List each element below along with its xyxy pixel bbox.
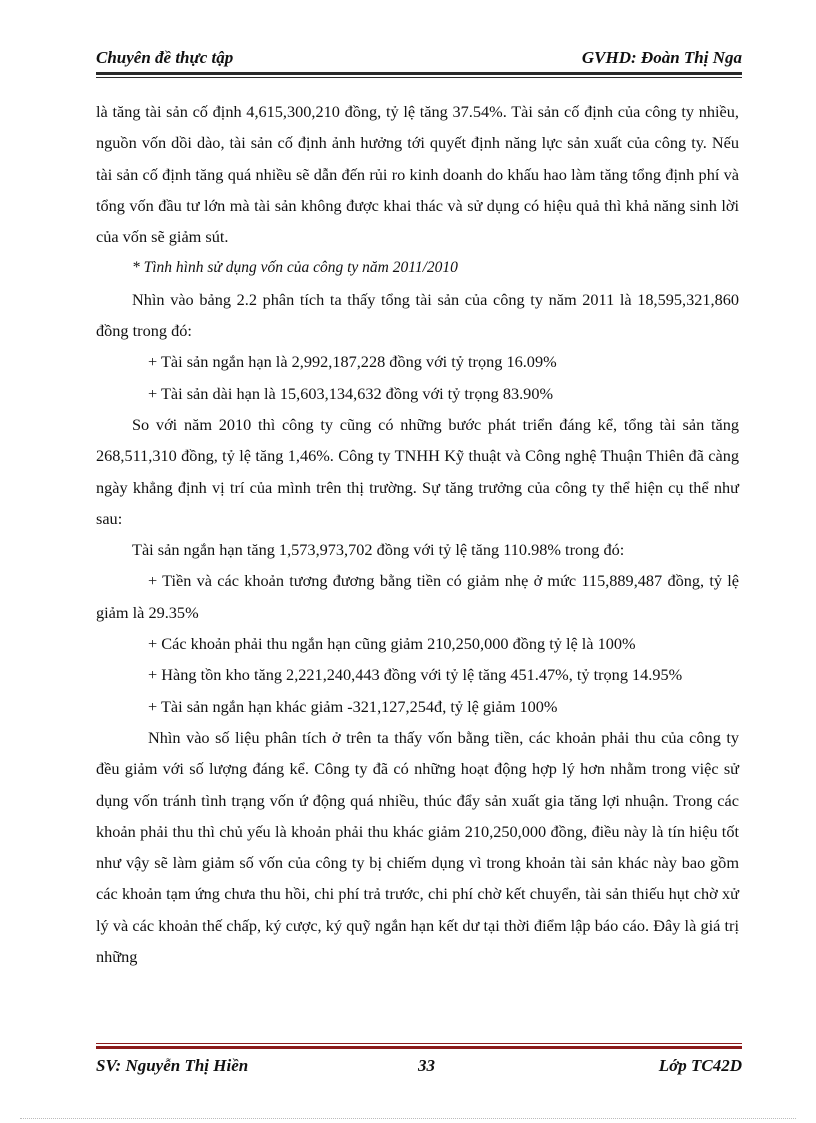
list-item: + Hàng tồn kho tăng 2,221,240,443 đồng với tỷ lệ tăng 451.47%, tỷ trọng 14.95% xyxy=(148,665,683,685)
header-rule-thin xyxy=(96,77,742,78)
list-item: + Tài sản ngắn hạn khác giảm -321,127,254đ, tỷ lệ giảm 100% xyxy=(148,696,558,716)
list-item: + Tài sản dài hạn là 15,603,134,632 đồng với tỷ trọng 83.90% xyxy=(148,383,554,403)
paragraph: là tăng tài sản cố định 4,615,300,210 đồng, tỷ lệ tăng 37.54%. Tài sản cố định của công ty nhiều, nguồn vốn dồi dào, tài sản cố định ảnh hưởng tới quyết định năng lực sản xuất của công ty. Nếu tài sản cố định tăng quá nhiều sẽ dẫn đến rủi ro kinh doanh do khấu hao làm tăng tổng định phí và tổng vốn đầu tư lớn mà tài sản không được khai thác và sử dụng có hiệu quả thì khả năng sinh lời của vốn sẽ giảm sút. xyxy=(96,102,739,247)
header-title: Chuyên đề thực tập xyxy=(96,48,234,67)
footer-rule-thin xyxy=(96,1043,742,1044)
footer-student: SV: Nguyễn Thị Hiền xyxy=(96,1056,249,1075)
list-item: + Các khoản phải thu ngắn hạn cũng giảm 210,250,000 đồng tỷ lệ là 100% xyxy=(148,634,636,654)
footer-rule-thick xyxy=(96,1046,742,1049)
paragraph: Nhìn vào bảng 2.2 phân tích ta thấy tổng tài sản của công ty năm 2011 là 18,595,321,860 đồng trong đó: xyxy=(96,289,739,341)
paragraph: Tài sản ngắn hạn tăng 1,573,973,702 đồng với tỷ lệ tăng 110.98% trong đó: xyxy=(132,540,625,560)
section-heading: * Tình hình sử dụng vốn của công ty năm 2011/2010 xyxy=(132,259,458,277)
page-footer xyxy=(96,1056,742,1076)
page-header xyxy=(96,48,742,68)
paragraph: So với năm 2010 thì công ty cũng có những bước phát triển đáng kể, tổng tài sản tăng 268,511,310 đồng, tỷ lệ tăng 1,46%. Công ty TNHH Kỹ thuật và Công nghệ Thuận Thiên đã càng ngày khẳng định vị trí của mình trên thị trường. Sự tăng trưởng của công ty thể hiện cụ thể như sau: xyxy=(96,414,739,528)
paragraph: Nhìn vào số liệu phân tích ở trên ta thấy vốn bằng tiền, các khoản phải thu của công ty đều giảm với số lượng đáng kể. Công ty đã có những hoạt động hợp lý hơn nhằm trong việc sử dụng vốn tránh tình trạng vốn ứ động quá nhiều, thúc đẩy sản xuất gia tăng lợi nhuận. Trong các khoản phải thu thì chủ yếu là khoản phải thu khác giảm 210,250,000 đồng, điều này là tín hiệu tốt như vậy sẽ làm giảm số vốn của công ty bị chiếm dụng vì trong khoản tài sản khác này bao gồm các khoản tạm ứng chưa thu hồi, chi phí trả trước, chi phí chờ kết chuyển, tài sản thiếu hụt chờ xử lý và các khoản thế chấp, ký cược, ký quỹ ngắn hạn kết dư tại thời điểm lập báo cáo. Đây là giá trị những xyxy=(96,727,739,967)
header-supervisor: GVHD: Đoàn Thị Nga xyxy=(581,48,742,67)
header-rule-thick xyxy=(96,72,742,75)
page-edge-divider xyxy=(20,1118,796,1119)
body-text xyxy=(96,96,739,972)
page-number: 33 xyxy=(418,1056,435,1075)
list-item: + Tài sản ngắn hạn là 2,992,187,228 đồng với tỷ trọng 16.09% xyxy=(148,352,557,372)
footer-class: Lớp TC42D xyxy=(658,1056,742,1075)
list-item: + Tiền và các khoản tương đương bằng tiền có giảm nhẹ ở mức 115,889,487 đồng, tỷ lệ giảm là 29.35% xyxy=(96,571,739,622)
